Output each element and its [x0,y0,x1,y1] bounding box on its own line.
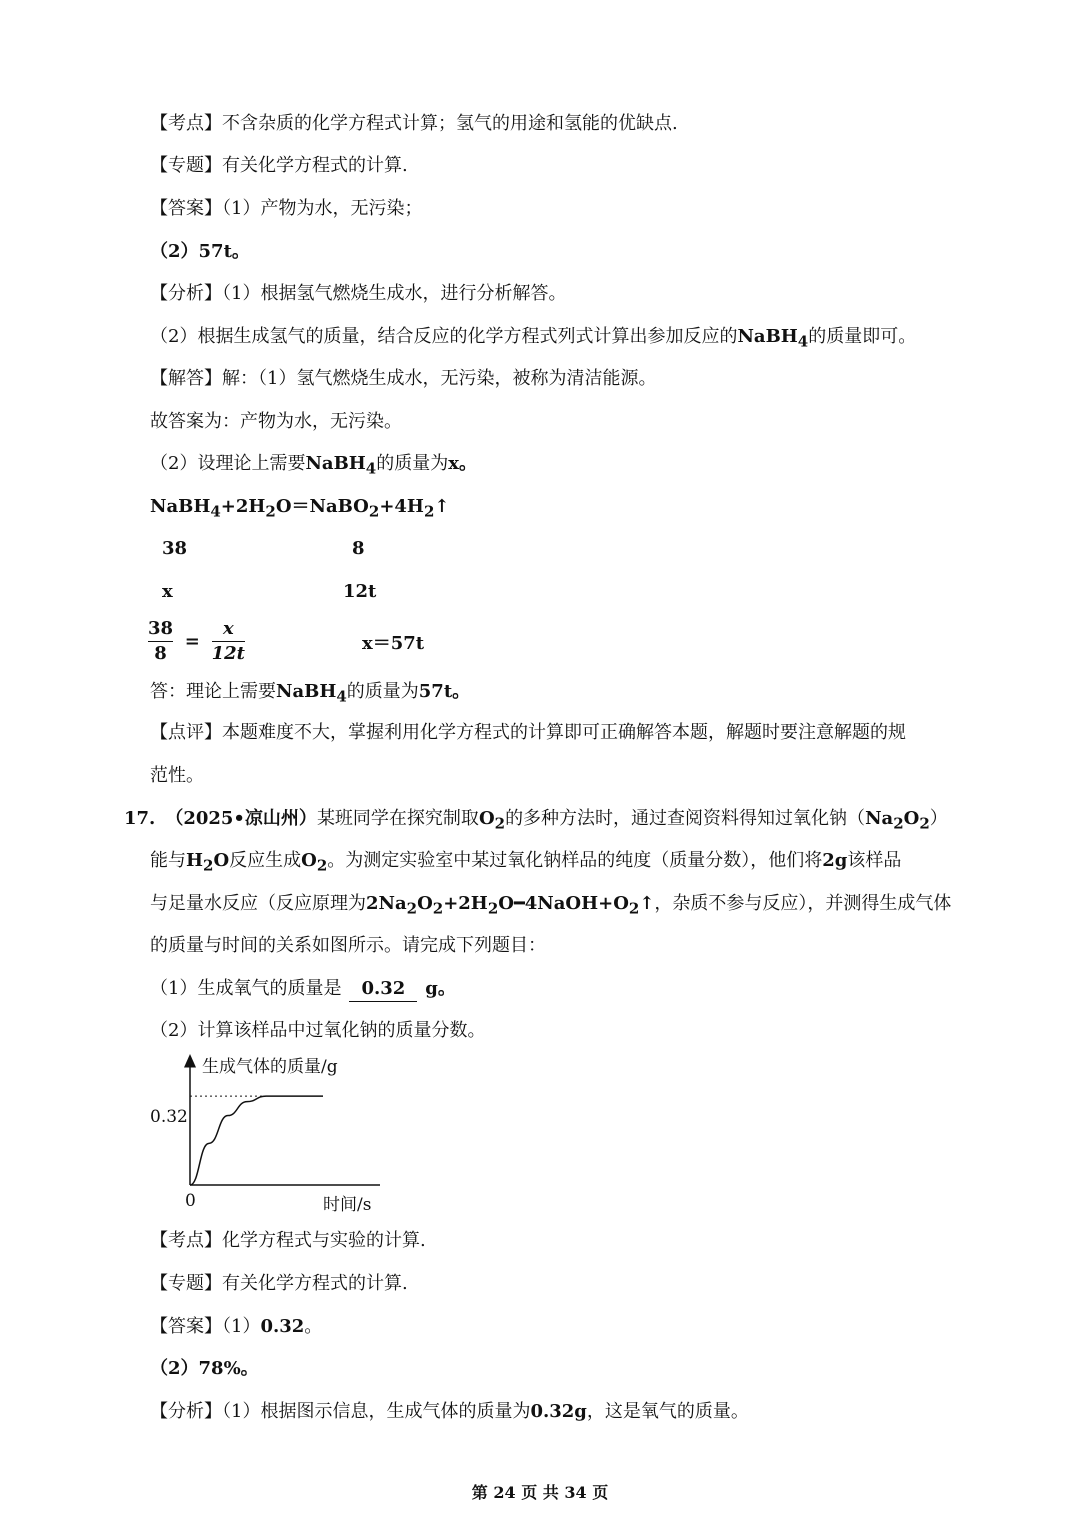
series-line [190,1096,323,1185]
x-result: x＝57t [362,633,425,654]
analysis-line-2: （2）根据生成氢气的质量，结合反应的化学方程式列式计算出参加反应的NaBH$_4$的质量即可。 [150,326,917,351]
page-number: 24 [493,1483,516,1502]
review-line-2: 范性。 [150,765,204,786]
fraction-right: $\frac{x}{12t}$ [211,618,245,664]
y-axis-label: 生成气体的质量/g [202,1057,338,1077]
conclusion-line: 答：理论上需要NaBH$_4$的质量为57t。 [150,681,471,706]
question-17-sub-1: （1）生成氧气的质量是 0.32 g。 [150,977,456,1002]
kaodian-line: 【考点】不含杂质的化学方程式计算；氢气的用途和氢能的优缺点. [150,113,678,134]
review-line-1: 【点评】本题难度不大，掌握利用化学方程式的计算即可正确解答本题，解题时要注意解题的规 [150,722,906,743]
answer-line-1: 【答案】（1）产物为水，无污染； [150,198,423,219]
ratio-unknown-left: x [162,581,173,602]
zhuanti-line: 【专题】有关化学方程式的计算. [150,155,408,176]
solution-line-3: （2）设理论上需要NaBH$_4$的质量为x。 [150,453,477,478]
analysis-line-3: 【分析】（1）根据图示信息，生成气体的质量为0.32g，这是氧气的质量。 [150,1401,749,1422]
question-17-line-2: 能与$H_2O$反应生成$O_2$。为测定实验室中某过氧化钠样品的纯度（质量分数），他们将2g该样品 [150,850,902,875]
solution-line-1: 【解答】解：（1）氢气燃烧生成水，无污染，被称为清洁能源。 [150,368,657,389]
analysis-line-1: 【分析】（1）根据氢气燃烧生成水，进行分析解答。 [150,283,567,304]
chemical-equation: $NaBH_4+2H_2O=NaBO_2+4H_2↑$ [150,496,450,521]
question-17-line-4: 的质量与时间的关系如图所示。请完成下列题目： [150,935,546,956]
ratio-mass-right: 8 [352,538,365,559]
fraction-left: $\frac{38}{8}$ [148,618,174,664]
question-17-line-3: 与足量水反应（反应原理为$2Na_2O_2+2H_2O━4NaOH+O_2↑$，杂质不参与反应），并测得生成气体 [150,893,952,918]
origin-label: 0 [185,1191,196,1211]
question-17-sub-2: （2）计算该样品中过氧化钠的质量分数。 [150,1020,486,1041]
page-footer: 第 24 页 共 34 页 [471,1483,609,1502]
answer-blank: 0.32 [349,977,417,1002]
zhuanti-line-2: 【专题】有关化学方程式的计算. [150,1273,408,1294]
ratio-mass-left: 38 [162,538,188,559]
mass-time-graph [145,1050,405,1220]
answer-line-2: （2）57t。 [150,241,250,262]
proportion-equation: $\frac{38}{8}$ = $\frac{x}{12t}$ [148,618,245,664]
x-axis-label: 时间/s [323,1195,372,1215]
y-tick-label: 0.32 [150,1107,188,1127]
answer-line-3: 【答案】（1）0.32。 [150,1316,323,1337]
solution-line-2: 故答案为：产物为水，无污染。 [150,411,402,432]
answer-line-4: （2）78%。 [150,1358,259,1379]
kaodian-line-2: 【考点】化学方程式与实验的计算. [150,1230,426,1251]
page-total: 34 [564,1483,587,1502]
ratio-unknown-right: 12t [343,581,377,602]
question-17-line-1: 17. （2025•凉山州）某班同学在探究制取$O_2$的多种方法时，通过查阅资料得知过氧化钠$(Na_2O_2)$ [124,808,948,833]
